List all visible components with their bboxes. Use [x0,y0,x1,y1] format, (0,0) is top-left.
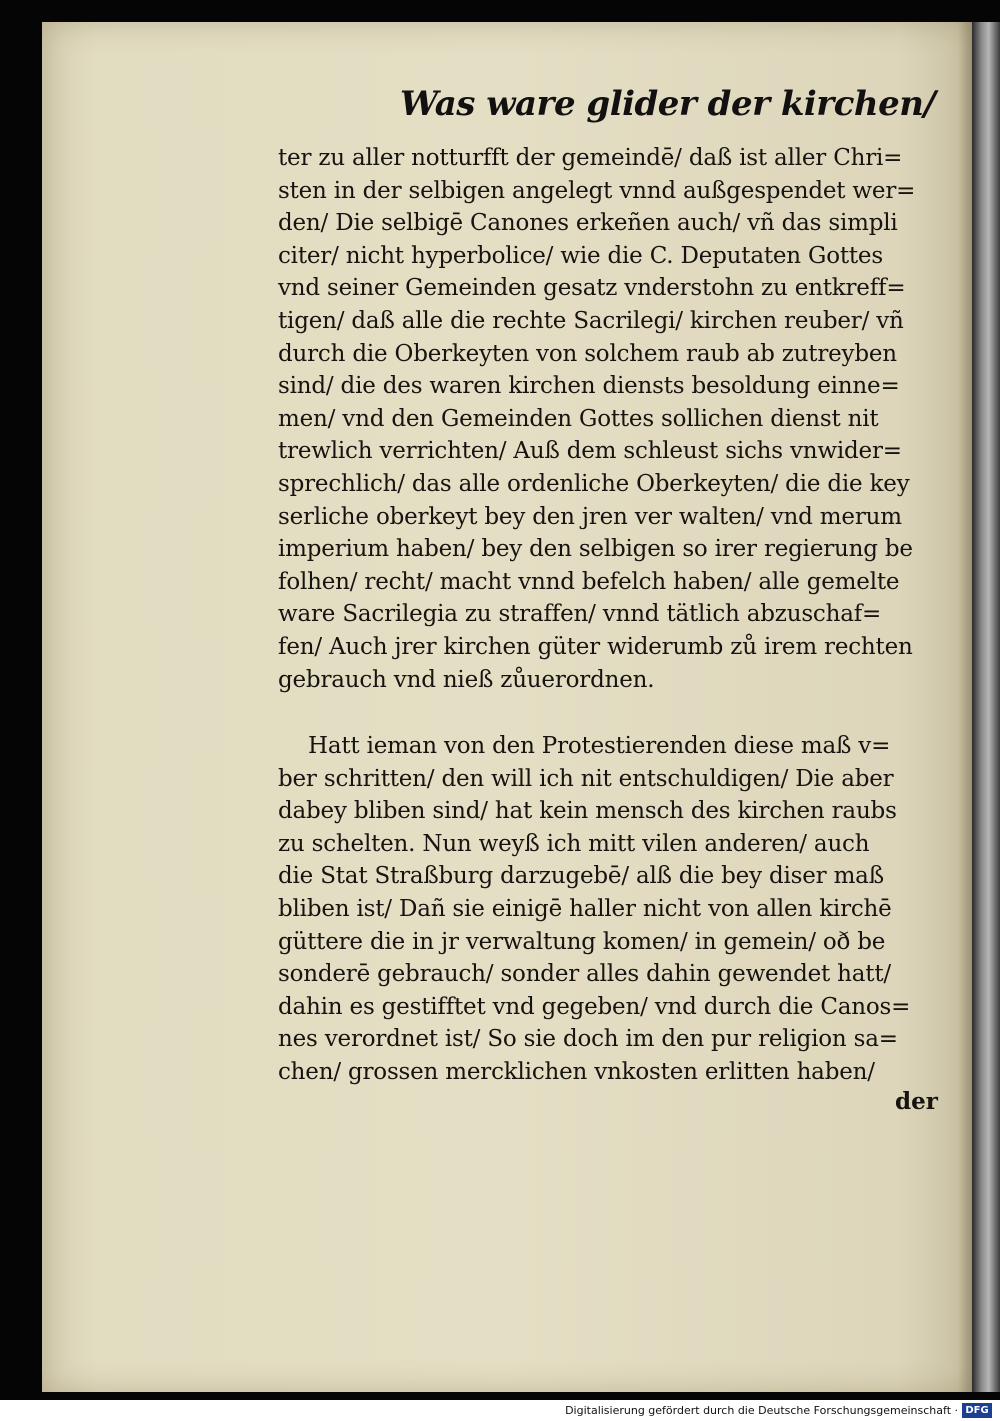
footer-credit: Digitalisierung gefördert durch die Deutsche Forschungsgemeinschaft · [565,1404,958,1417]
text-line: folhen/ recht/ macht vnnd befelch haben/ alle gemelte [278,568,900,595]
text-line: Hatt ieman von den Protestierenden diese maß v= [308,733,891,759]
text-line: dahin es gestifftet vnd gegeben/ vnd durch die Canos= [278,993,911,1020]
text-line: ware Sacrilegia zu straffen/ vnnd tätlich abzuschaf= [278,601,882,628]
text-line: den/ Die selbigē Canones erkeñen auch/ vñ das simpli [278,210,898,237]
text-line: gebrauch vnd nieß zůuerordnen. [278,666,655,693]
footer-bar [0,1400,1000,1421]
text-line: durch die Oberkeyten von solchem raub ab zutreyben [278,340,897,367]
text-line: bliben ist/ Dañ sie einigē haller nicht von allen kirchē [278,896,892,922]
text-line: die Stat Straßburg darzugebē/ alß die bey diser maß [278,863,884,890]
facing-page-edge [972,22,1000,1392]
text-line: fen/ Auch jrer kirchen güter widerumb zů irem rechten [278,634,913,660]
text-line: sind/ die des waren kirchen diensts besoldung einne= [278,373,900,400]
running-head: Was ware glider der kirchen/ [400,84,936,124]
text-line: citer/ nicht hyperbolice/ wie die C. Deputaten Gottes [278,242,883,269]
text-line: trewlich verrichten/ Auß dem schleust sichs vnwider= [278,438,902,465]
text-line: ber schritten/ den will ich nit entschuldigen/ Die aber [278,765,894,792]
text-line: sten in der selbigen angelegt vnnd außgespendet wer= [278,177,916,204]
text-line: men/ vnd den Gemeinden Gottes sollichen dienst nit [278,405,879,432]
text-line: ter zu aller notturfft der gemeindē/ daß ist aller Chri= [278,145,903,171]
text-line: vnd seiner Gemeinden gesatz vnderstohn zu entkreff= [278,275,906,302]
text-line: dabey bliben sind/ hat kein mensch des kirchen raubs [278,798,897,825]
catchword: der [895,1088,938,1115]
text-line: imperium haben/ bey den selbigen so irer regierung be [278,536,913,563]
text-line: sonderē gebrauch/ sonder alles dahin gewendet hatt/ [278,961,891,988]
text-line: nes verordnet ist/ So sie doch im den pur religion sa= [278,1026,898,1053]
text-line: güttere die in jr verwaltung komen/ in gemein/ oð be [278,928,886,955]
dfg-logo: DFG [962,1403,992,1418]
text-line: tigen/ daß alle die rechte Sacrilegi/ kirchen reuber/ vñ [278,308,904,334]
text-line: zu schelten. Nun weyß ich mitt vilen anderen/ auch [278,830,870,857]
text-line: sprechlich/ das alle ordenliche Oberkeyten/ die die key [278,471,910,497]
text-line: serliche oberkeyt bey den jren ver walten/ vnd merum [278,503,902,530]
text-line: chen/ grossen mercklichen vnkosten erlitten haben/ [278,1059,875,1085]
page-fold-shadow [958,22,972,1392]
